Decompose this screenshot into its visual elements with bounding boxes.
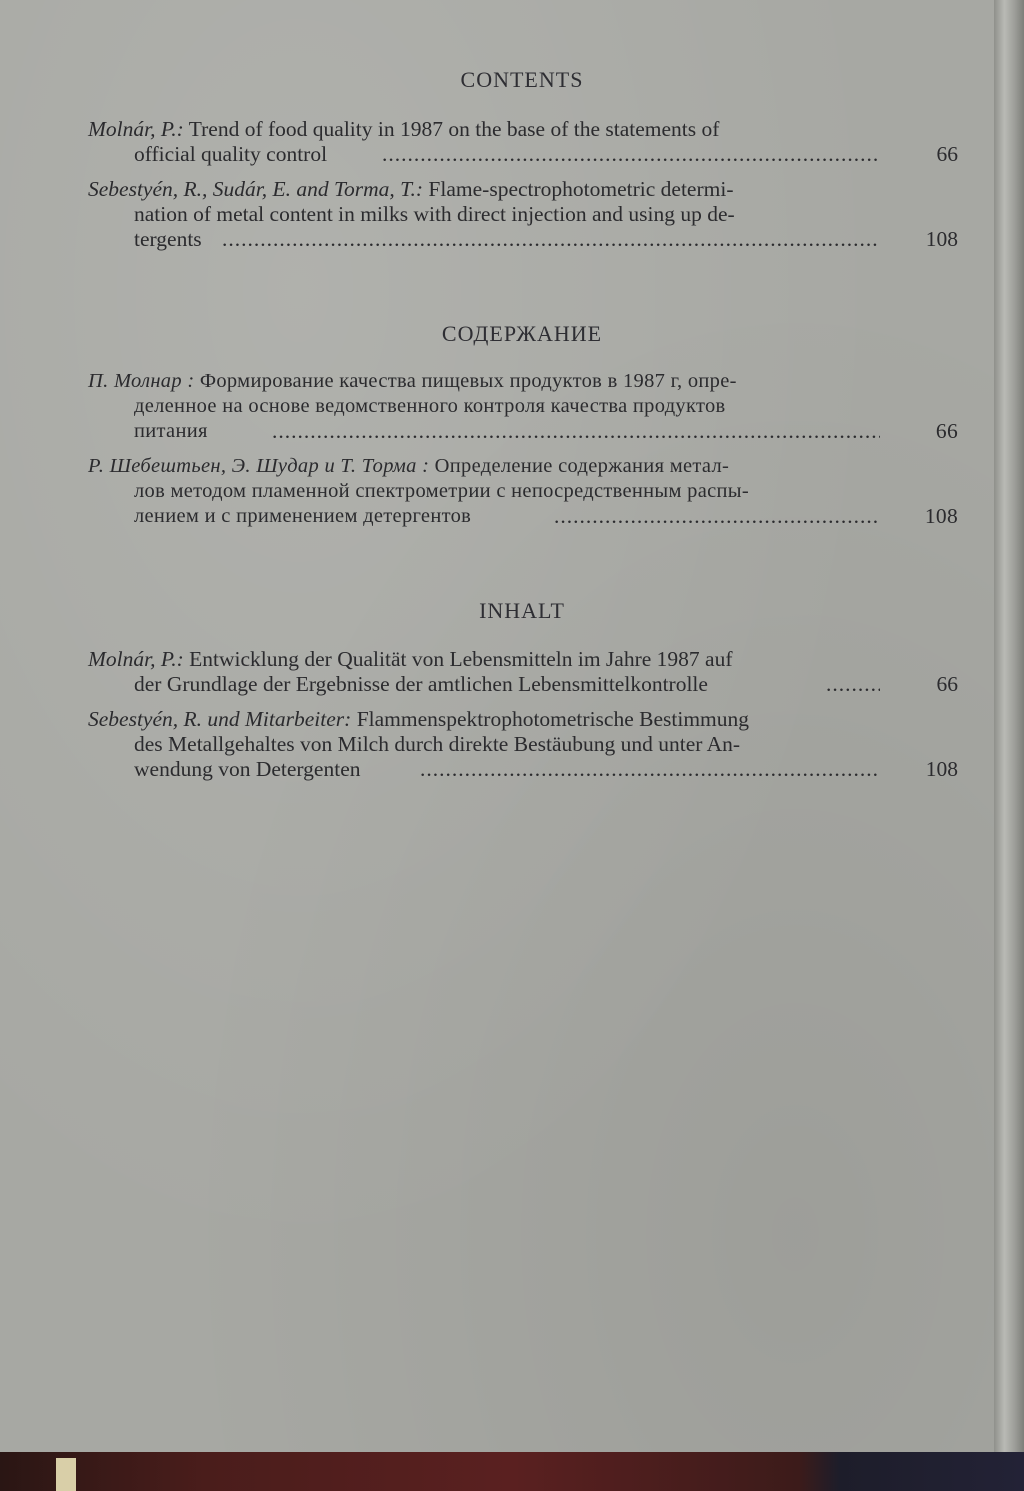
entry-author: Sebestyén, R. und Mitarbeiter:	[88, 707, 352, 731]
book-cover-edge	[0, 1452, 1024, 1491]
russian-contents-heading: СОДЕРЖАНИЕ	[441, 321, 603, 346]
entry-first-line	[88, 453, 729, 479]
entry-continuation-line: nation of metal content in milks with direct injection and using up de-	[134, 202, 735, 226]
entry-title-line: Entwicklung der Qualität von Lebensmitteln im Jahre 1987 auf	[189, 647, 733, 671]
entry-first-line	[88, 706, 749, 732]
entry-page-number: 66	[936, 672, 958, 696]
entry-author: Molnár, P.:	[88, 117, 184, 141]
contents-heading: CONTENTS	[460, 67, 584, 92]
entry-author: Molnár, P.:	[88, 647, 184, 671]
entry-author: П. Молнар :	[88, 370, 195, 392]
entry-title-line: Определение содержания метал-	[434, 455, 730, 477]
entry-title-line: Flammenspektrophotometrische Bestimmung	[356, 707, 750, 731]
entry-title-line: Flame-spectrophotometric determi-	[428, 177, 734, 201]
dot-leader	[420, 756, 880, 782]
entry-page-number: 66	[936, 142, 958, 166]
entry-page-number: 66	[935, 419, 958, 443]
entry-page-number: 108	[924, 504, 958, 528]
entry-continuation-line: des Metallgehaltes von Milch durch direkte Bestäubung und unter An-	[134, 732, 741, 756]
entry-first-line	[88, 116, 719, 142]
entry-first-line	[88, 368, 737, 394]
bookmark-tab	[56, 1458, 76, 1491]
entry-last-line: лением и с применением детергентов	[134, 505, 472, 527]
entry-page-number: 108	[925, 227, 958, 251]
entry-last-line: tergents	[134, 227, 202, 251]
entry-title-line: Формирование качества пищевых продуктов в 1987 г, опре-	[199, 370, 737, 392]
entry-last-line: wendung von Detergenten	[134, 757, 361, 781]
entry-author: Р. Шебештьен, Э. Шудар и Т. Торма :	[88, 455, 430, 477]
book-spine-edge	[994, 0, 1024, 1452]
entry-page-number: 108	[925, 757, 958, 781]
entry-last-line: der Grundlage der Ergebnisse der amtlichen Lebensmittelkontrolle	[134, 672, 708, 696]
dot-leader	[272, 418, 880, 444]
entry-first-line	[88, 646, 732, 672]
entry-author: Sebestyén, R., Sudár, E. and Torma, T.:	[88, 177, 424, 201]
dot-leader	[382, 141, 880, 167]
dot-leader	[554, 503, 880, 529]
entry-first-line	[88, 176, 734, 202]
german-contents-heading: INHALT	[479, 598, 565, 623]
dot-leader	[222, 226, 880, 252]
dot-leader	[826, 671, 880, 697]
entry-continuation-line: лов методом пламенной спектрометрии с непосредственным распы-	[134, 480, 750, 502]
entry-title-line: Trend of food quality in 1987 on the base of the statements of	[188, 117, 720, 141]
entry-last-line: official quality control	[134, 142, 328, 166]
entry-last-line: питания	[134, 420, 208, 442]
entry-continuation-line: деленное на основе ведомственного контроля качества продуктов	[134, 395, 726, 417]
